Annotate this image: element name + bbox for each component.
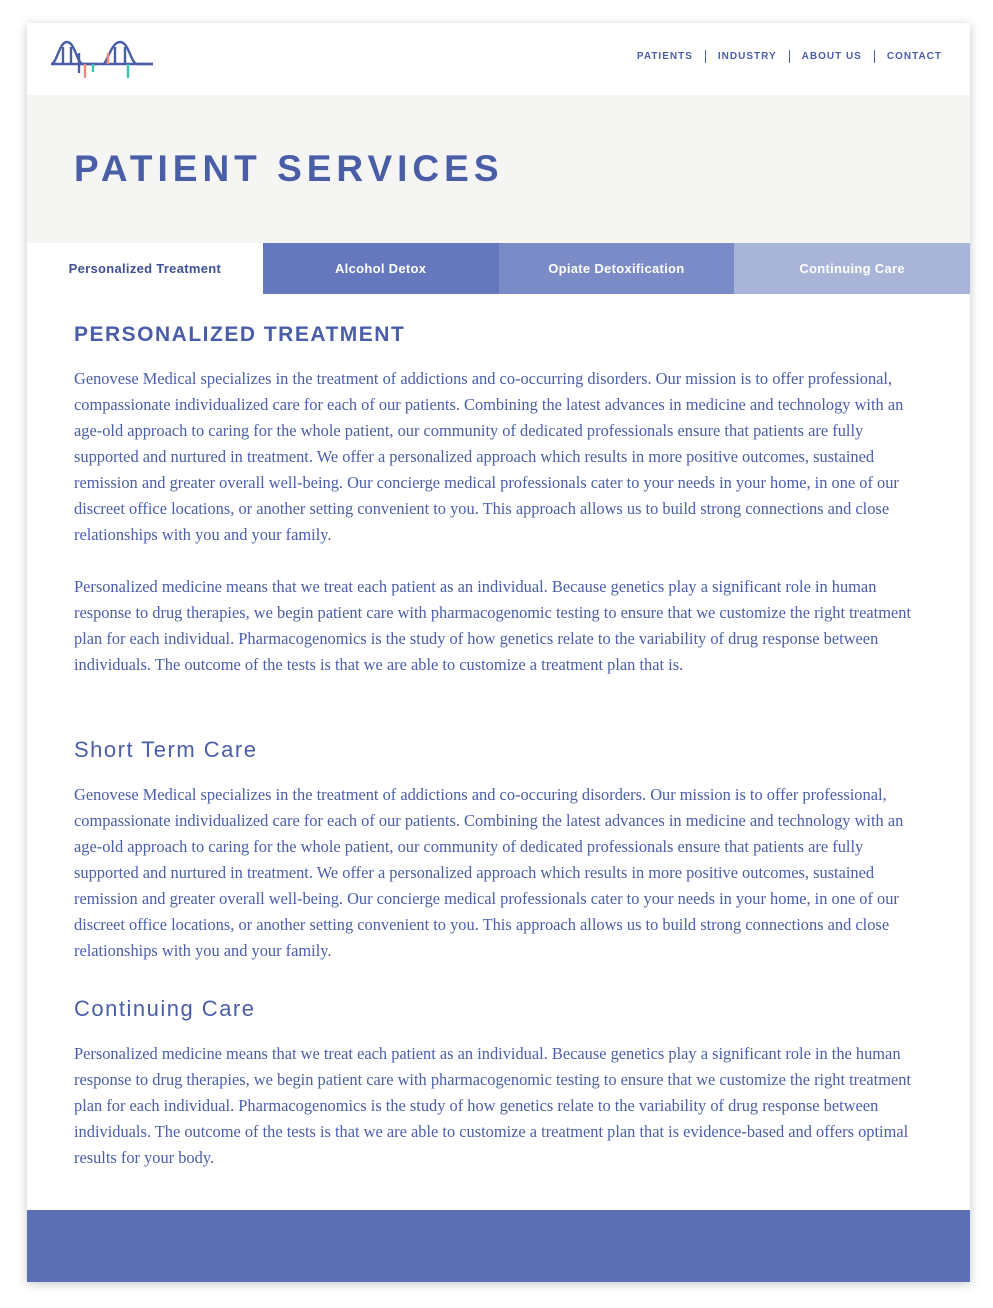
nav-patients[interactable]: PATIENTS xyxy=(636,51,693,62)
main-content xyxy=(74,323,919,1171)
nav-contact[interactable]: CONTACT xyxy=(886,51,942,62)
main-nav xyxy=(625,50,942,63)
section-heading-short-term: Short Term Care xyxy=(74,737,258,762)
hero-banner xyxy=(27,95,970,243)
short-term-paragraph: Genovese Medical specializes in the treatment of addictions and co-occuring disorders. Our mission is to offer professional, compassionate individualized care for each of our patients. Combining the latest advances in medicine and technology with an age-old approach to caring for the whole patient, our community of dedicated professionals ensure that patients are fully supported and nurtured in treatment. We offer a personalized approach which results in more positive outcomes, sustained remission and greater overall well-being. Our concierge medical professionals cater to your needs in your home, in one of our discreet office locations, or another setting convenient to you. This approach allows us to build strong connections and close relationships with you and your family. xyxy=(74,785,904,960)
nav-about-us[interactable]: ABOUT US xyxy=(801,51,862,62)
nav-industry[interactable]: INDUSTRY xyxy=(717,51,777,62)
personalized-paragraph-2: Personalized medicine means that we treat each patient as an individual. Because genetics play a significant role in human response to drug therapies, we begin patient care with pharmacogenomic testing to ensure that we customize the right treatment plan for each individual. Pharmacogenomics is the study of how genetics relate to the variability of drug response between individuals. The outcome of the tests is that we are able to customize a treatment plan that is. xyxy=(74,577,912,674)
tab-alcohol-detox[interactable]: Alcohol Detox xyxy=(263,243,499,294)
continuing-paragraph: Personalized medicine means that we treat each patient as an individual. Because genetics play a significant role in the human response to drug therapies, we begin patient care with pharmacogenomic testing to ensure that we customize the right treatment plan for each individual. Pharmacogenomics is the study of how genetics relate to the variability of drug response between individuals. The outcome of the tests is that we are able to customize a treatment plan that is evidence-based and offers optimal results for your body. xyxy=(74,1044,912,1167)
tab-continuing-care[interactable]: Continuing Care xyxy=(734,243,970,294)
site-footer xyxy=(27,1210,970,1282)
section-heading-personalized: PERSONALIZED TREATMENT xyxy=(74,323,406,346)
tab-opiate-detoxification[interactable]: Opiate Detoxification xyxy=(499,243,735,294)
service-tabs xyxy=(27,243,970,294)
section-heading-continuing: Continuing Care xyxy=(74,996,256,1021)
personalized-paragraph-1: Genovese Medical specializes in the treatment of addictions and co-occurring disorders. Our mission is to offer professional, compassionate individualized care for each of our patients. Combining the latest advances in medicine and technology with an age-old approach to caring for the whole patient, our community of dedicated professionals ensure that patients are fully supported and nurtured in treatment. We offer a personalized approach which results in more positive outcomes, sustained remission and greater overall well-being. Our concierge medical professionals cater to your needs in your home, in one of our discreet office locations, or another setting convenient to you. This approach allows us to build strong connections and close relationships with you and your family. xyxy=(74,369,904,544)
page-frame xyxy=(27,23,970,1282)
page-title: PATIENT SERVICES xyxy=(74,148,504,189)
tab-personalized-treatment[interactable]: Personalized Treatment xyxy=(27,243,263,294)
site-header xyxy=(27,23,970,95)
dna-bridge-logo[interactable] xyxy=(49,38,155,80)
